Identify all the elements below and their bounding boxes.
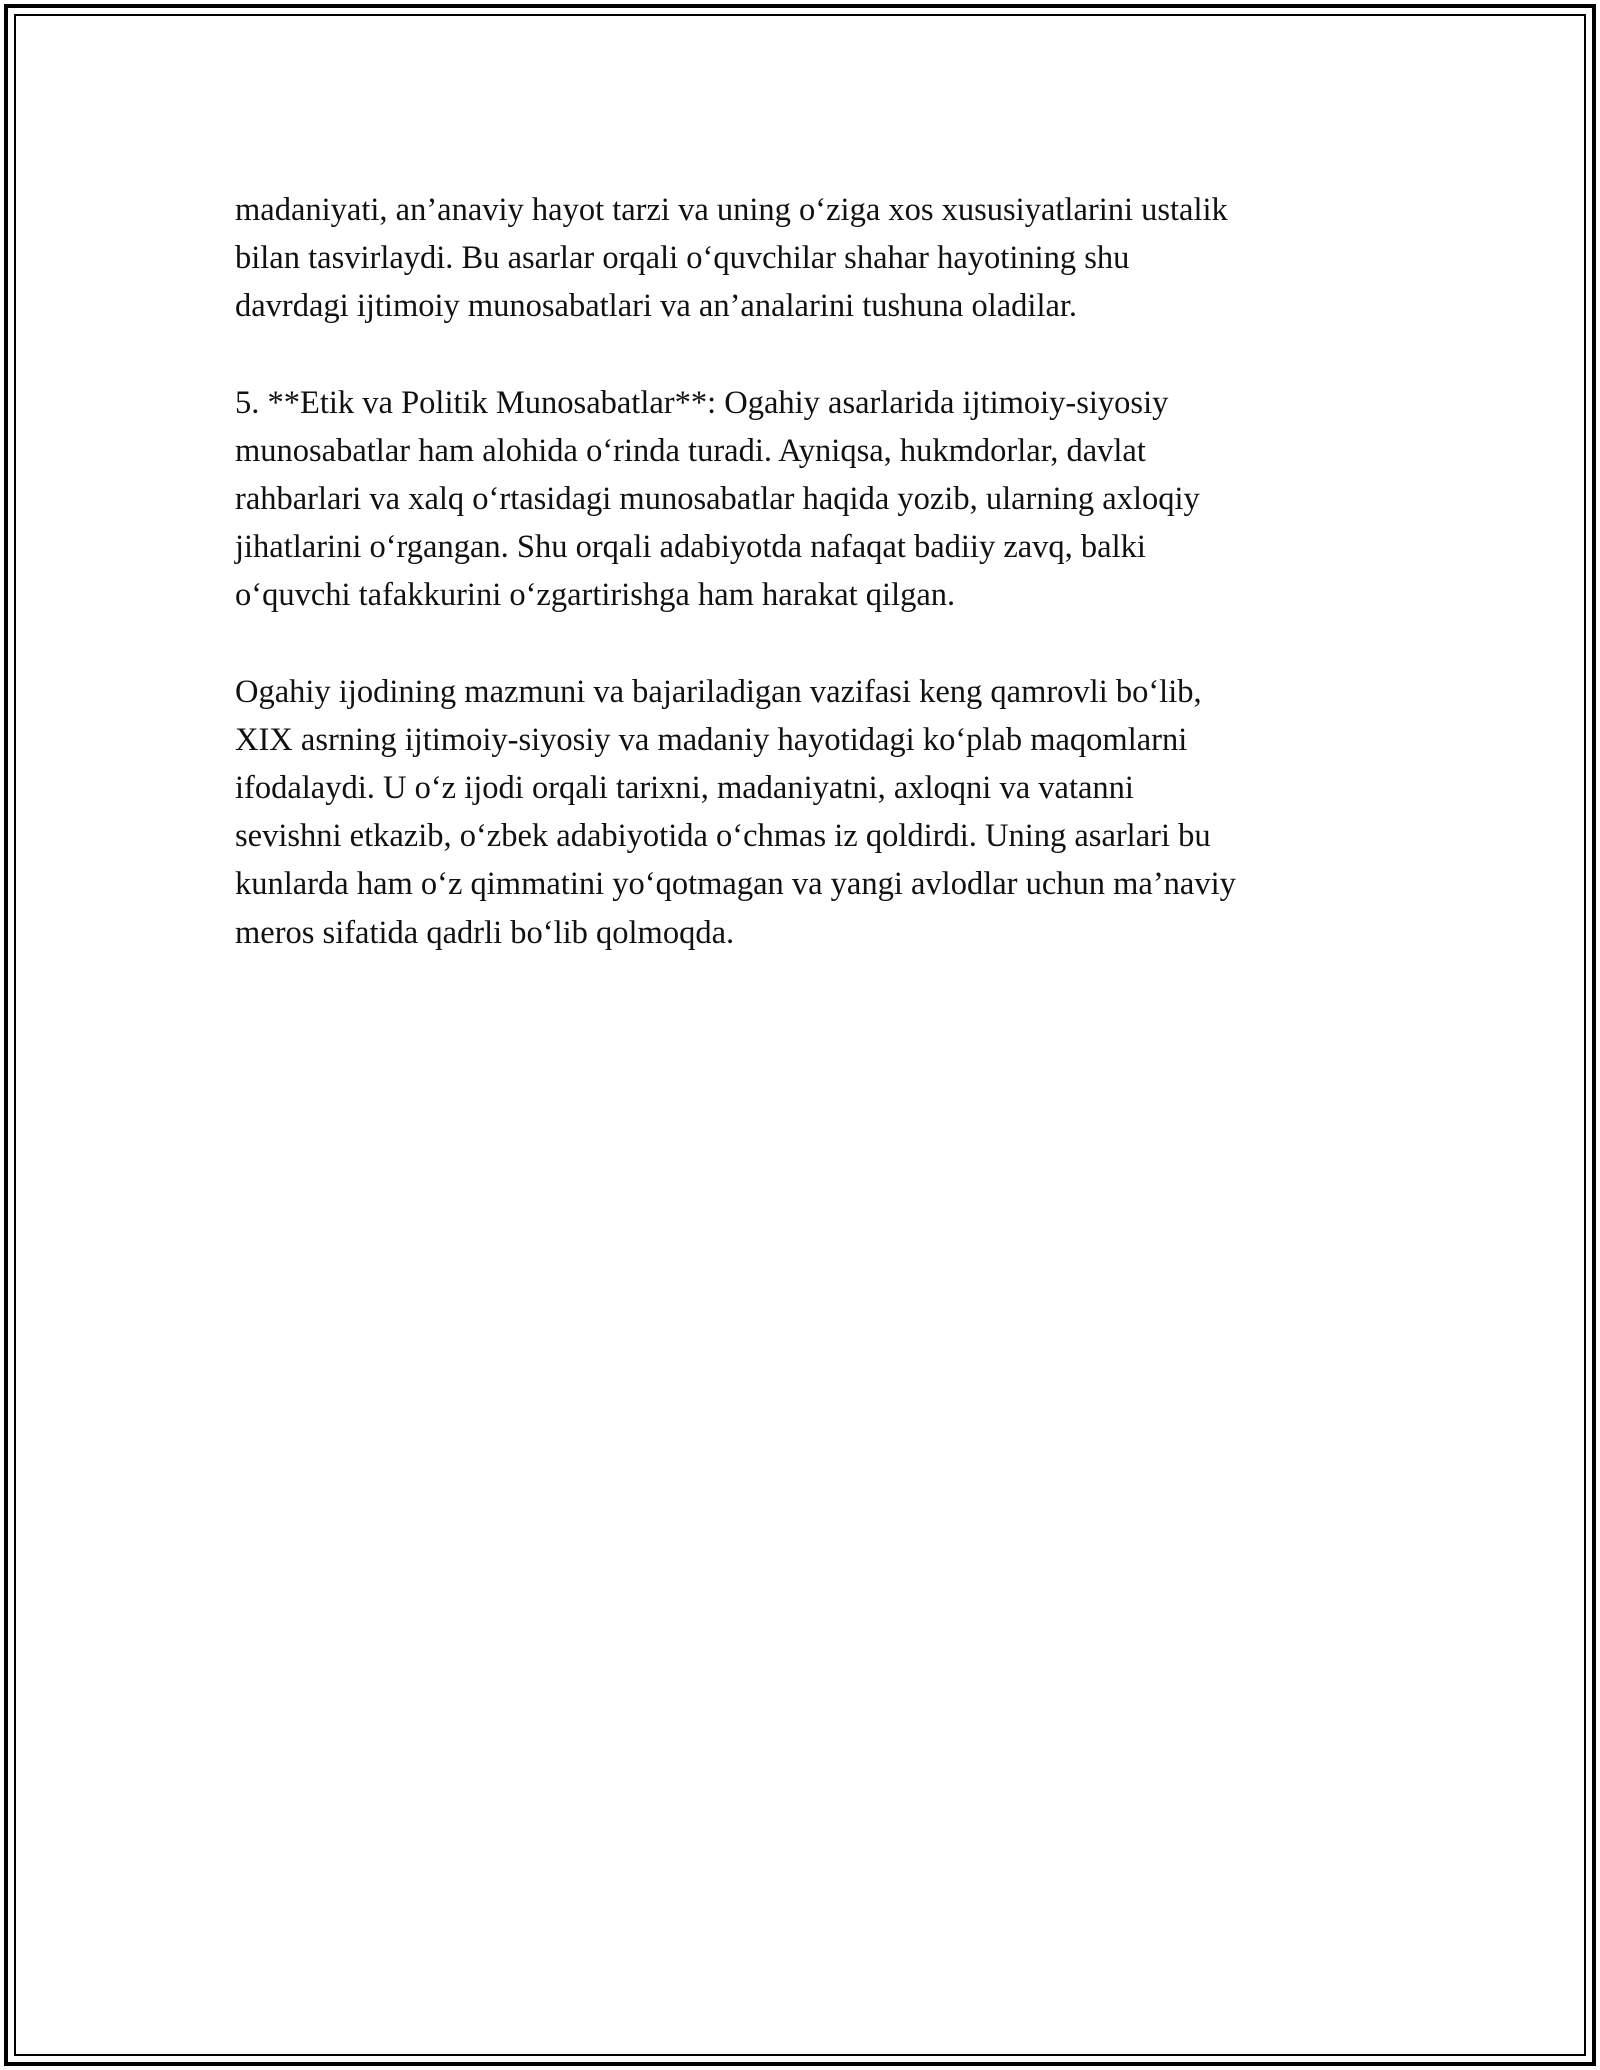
text-line: kunlarda ham o‘z qimmatini yo‘qotmagan va yangi avlodlar uchun ma’naviy bbox=[235, 866, 1236, 903]
text-line: sevishni etkazib, o‘zbek adabiyotida o‘chmas iz qoldirdi. Uning asarlari bu bbox=[235, 818, 1211, 855]
paragraph-ethics-politics bbox=[235, 379, 1385, 620]
text-line: 5. **Etik va Politik Munosabatlar**: Ogahiy asarlarida ijtimoiy-siyosiy bbox=[235, 384, 1169, 421]
paragraph-culture-continuation bbox=[235, 186, 1385, 331]
text-line: bilan tasvirlaydi. Bu asarlar orqali o‘quvchilar shahar hayotining shu bbox=[235, 240, 1130, 277]
text-line: jihatlarini o‘rgangan. Shu orqali adabiyotda nafaqat badiiy zavq, balki bbox=[235, 529, 1146, 566]
document-body bbox=[235, 186, 1385, 1005]
text-line: XIX asrning ijtimoiy-siyosiy va madaniy hayotidagi ko‘plab maqomlarni bbox=[235, 721, 1188, 758]
text-line: ifodalaydi. U o‘z ijodi orqali tarixni, madaniyatni, axloqni va vatanni bbox=[235, 770, 1134, 807]
text-line: davrdagi ijtimoiy munosabatlari va an’analarini tushuna oladilar. bbox=[235, 288, 1078, 325]
paragraph-conclusion bbox=[235, 668, 1385, 957]
text-line: rahbarlari va xalq o‘rtasidagi munosabatlar haqida yozib, ularning axloqiy bbox=[235, 481, 1200, 518]
text-line: munosabatlar ham alohida o‘rinda turadi. Ayniqsa, hukmdorlar, davlat bbox=[235, 432, 1146, 469]
text-line: meros sifatida qadrli bo‘lib qolmoqda. bbox=[235, 914, 735, 951]
text-line: madaniyati, an’anaviy hayot tarzi va uning o‘ziga xos xususiyatlarini ustalik bbox=[235, 192, 1228, 228]
text-line: o‘quvchi tafakkurini o‘zgartirishga ham harakat qilgan. bbox=[235, 577, 956, 614]
text-line: Ogahiy ijodining mazmuni va bajariladigan vazifasi keng qamrovli bo‘lib, bbox=[235, 673, 1202, 710]
